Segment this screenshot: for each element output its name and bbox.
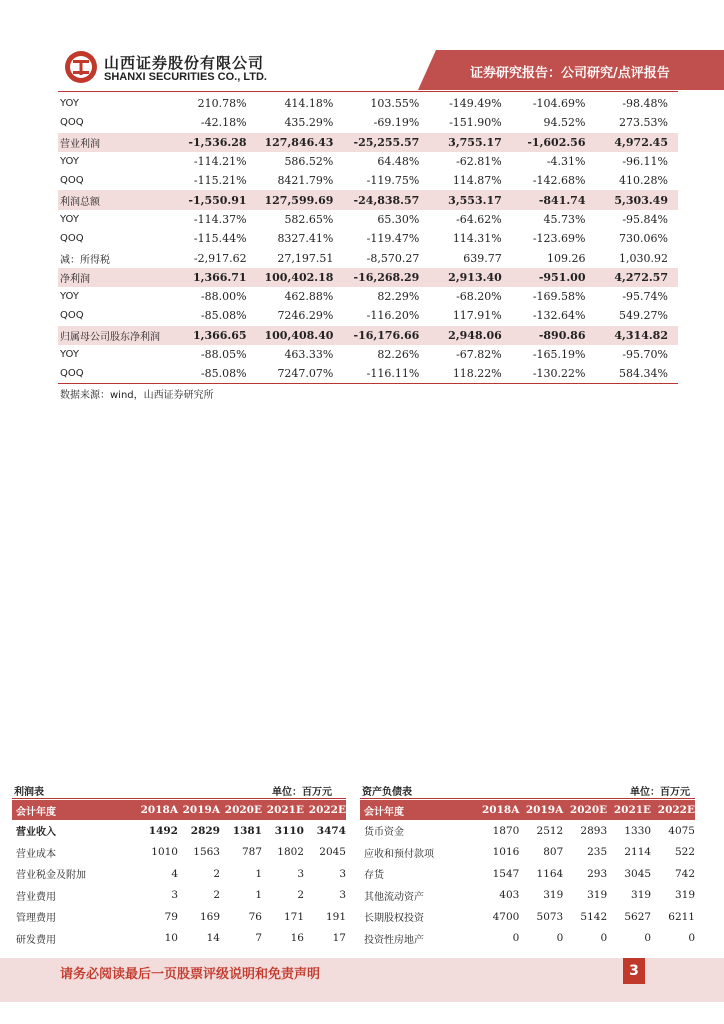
data-source-note: 数据来源：wind，山西证券研究所: [60, 390, 214, 401]
table-cell: 1802: [277, 846, 304, 859]
table-cell: -88.00%: [200, 290, 247, 304]
table-cell: 2: [213, 889, 220, 902]
table-cell: 0: [512, 932, 520, 945]
table-cell: 4075: [668, 824, 695, 837]
table-cell: 2512: [536, 824, 564, 837]
table-cell: 7247.07%: [257, 364, 344, 384]
table-cell: 1010: [151, 846, 178, 859]
table-cell: 0: [556, 932, 564, 945]
header-cell: 2018A: [475, 800, 519, 820]
table-cell: 2045: [319, 846, 346, 859]
row-label: QOQ: [60, 175, 84, 187]
table-cell: 1016: [492, 846, 520, 859]
table-row: [58, 113, 678, 132]
table-cell: -119.75%: [366, 174, 420, 188]
row-label: 净利润: [58, 268, 173, 287]
table-row: [360, 863, 695, 885]
table-cell: 3: [339, 867, 346, 880]
table-cell: 127,599.69: [257, 190, 344, 209]
row-label: 减：所得税: [60, 254, 110, 266]
table-cell: 1330: [624, 824, 652, 837]
row-label: YOY: [60, 156, 79, 168]
header-cell: 会计年度: [12, 800, 136, 820]
table-cell: 5073: [536, 910, 564, 923]
table-cell: 14: [206, 932, 220, 945]
table-cell: 403: [499, 889, 520, 902]
table-cell: 435.29%: [284, 116, 334, 130]
table-row: [360, 885, 695, 907]
table-cell: 1547: [492, 867, 520, 880]
table-cell: -115.21%: [193, 174, 247, 188]
table-cell: 79: [164, 910, 178, 923]
table-row: [58, 287, 678, 306]
table-cell: 582.65%: [284, 212, 334, 226]
table-cell: 4,972.45: [596, 133, 679, 152]
table-cell: 639.77: [463, 251, 502, 265]
table-cell: 3474: [316, 824, 346, 837]
table-cell: -95.70%: [622, 348, 668, 361]
table-cell: 1492: [148, 824, 178, 837]
table-cell: -165.19%: [532, 348, 586, 361]
table-header-row: [360, 800, 695, 820]
table-cell: 7246.29%: [277, 309, 334, 323]
table-cell: -116.20%: [366, 309, 420, 323]
table-cell: 3: [171, 889, 178, 902]
table-cell: 5,303.49: [596, 190, 679, 209]
table-cell: 169: [199, 910, 220, 923]
table-cell: 319: [587, 889, 608, 902]
row-label: QOQ: [60, 310, 84, 322]
table-cell: -1,602.56: [512, 133, 596, 152]
table-cell: 1164: [536, 867, 564, 880]
table-cell: 414.18%: [284, 97, 334, 111]
table-cell: 191: [325, 910, 346, 923]
table-row: [12, 928, 346, 950]
header-cell: 2021E: [607, 800, 651, 820]
table-row: [58, 326, 678, 345]
table-cell: 118.22%: [429, 364, 511, 384]
row-label: 其他流动资产: [364, 891, 424, 903]
table-cell: 2,948.06: [429, 326, 511, 345]
balance-sheet-title: 资产负债表: [362, 787, 412, 798]
table-cell: 76: [248, 910, 262, 923]
page-header: [0, 0, 724, 100]
header-cell: 2019A: [519, 800, 563, 820]
table-cell: 5142: [580, 910, 608, 923]
table-cell: 730.06%: [619, 232, 668, 246]
table-cell: 3: [297, 867, 304, 880]
table-cell: 410.28%: [619, 174, 668, 188]
table-cell: 1,030.92: [619, 251, 668, 265]
table-row: [12, 842, 346, 864]
table-cell: -951.00: [512, 268, 596, 287]
header-cell: 2020E: [220, 800, 262, 820]
row-label: 营业税金及附加: [16, 870, 86, 882]
table-cell: -42.18%: [200, 116, 247, 130]
table-cell: -123.69%: [532, 232, 586, 246]
table-cell: -24,838.57: [343, 190, 429, 209]
table-row: [58, 306, 678, 325]
table-cell: -1,536.28: [173, 133, 257, 152]
table-cell: 82.29%: [377, 290, 420, 304]
table-cell: 8327.41%: [277, 232, 334, 246]
table-cell: 0: [600, 932, 608, 945]
table-cell: 462.88%: [284, 290, 334, 304]
table-cell: 2893: [580, 824, 608, 837]
table-row: [12, 820, 346, 842]
table-cell: 2: [213, 867, 220, 880]
table-cell: 1870: [492, 824, 520, 837]
table-cell: 293: [587, 867, 608, 880]
table-row: [58, 133, 678, 152]
table-cell: 2: [297, 889, 304, 902]
table-cell: -151.90%: [449, 116, 502, 130]
table-cell: 1,366.65: [173, 326, 257, 345]
balance-sheet-unit: 单位：百万元: [630, 787, 690, 798]
disclaimer-text: 请务必阅读最后一页股票评级说明和免责声明: [60, 967, 321, 982]
table-cell: -85.08%: [173, 364, 257, 384]
income-statement-table: [12, 800, 346, 949]
page-number: 3: [623, 958, 645, 984]
table-row: [58, 268, 678, 287]
table-cell: -119.47%: [366, 232, 420, 246]
table-row: [58, 152, 678, 171]
income-top-rule: [12, 798, 346, 799]
table-cell: 2114: [624, 846, 652, 859]
table-cell: -841.74: [512, 190, 596, 209]
table-cell: 3110: [274, 824, 304, 837]
table-cell: 82.26%: [377, 348, 420, 361]
row-label: QOQ: [58, 364, 173, 384]
table-cell: 210.78%: [197, 97, 247, 111]
income-statement-title: 利润表: [14, 787, 44, 798]
table-cell: -88.05%: [200, 348, 247, 361]
table-cell: 10: [164, 932, 178, 945]
table-row: [360, 842, 695, 864]
table-cell: 0: [688, 932, 695, 945]
balance-top-rule: [360, 798, 695, 799]
header-cell: 2020E: [563, 800, 607, 820]
table-cell: -142.68%: [532, 174, 586, 188]
table-cell: -16,268.29: [343, 268, 429, 287]
balance-sheet-table: [360, 800, 695, 949]
table-cell: 4700: [492, 910, 520, 923]
table-cell: -69.19%: [373, 116, 420, 130]
quarterly-financials-table: [58, 94, 678, 384]
table-row: [58, 210, 678, 229]
table-cell: 742: [674, 867, 695, 880]
table-cell: 5627: [624, 910, 652, 923]
table-cell: 4: [171, 867, 178, 880]
row-label: 营业收入: [16, 827, 56, 839]
table-cell: 522: [674, 846, 695, 859]
table-cell: -130.22%: [512, 364, 596, 384]
row-label: 货币资金: [364, 827, 404, 839]
row-label: 应收和预付款项: [364, 848, 434, 860]
table-cell: -25,255.57: [343, 133, 429, 152]
table-cell: 586.52%: [284, 155, 334, 169]
table-cell: 7: [255, 932, 262, 945]
header-divider: [58, 91, 678, 92]
row-label: 存货: [364, 870, 384, 882]
table-cell: -114.21%: [193, 155, 247, 169]
table-cell: -132.64%: [532, 309, 586, 323]
table-cell: -64.62%: [456, 212, 502, 226]
row-label: 利润总额: [58, 190, 173, 209]
row-label: 营业费用: [16, 891, 56, 903]
row-label: 归属母公司股东净利润: [58, 326, 173, 345]
row-label: 长期股权投资: [364, 913, 424, 925]
table-cell: -104.69%: [532, 97, 586, 111]
table-cell: -67.82%: [456, 348, 502, 361]
table-cell: -115.44%: [193, 232, 247, 246]
table-row: [58, 190, 678, 209]
table-cell: 0: [644, 932, 652, 945]
table-cell: 3: [339, 889, 346, 902]
table-cell: 8421.79%: [277, 174, 334, 188]
row-label: YOY: [60, 349, 79, 360]
table-cell: 319: [631, 889, 652, 902]
header-cell: 会计年度: [360, 800, 475, 820]
table-cell: 319: [674, 889, 695, 902]
table-cell: 3,755.17: [429, 133, 511, 152]
report-type: 证券研究报告：公司研究/点评报告: [470, 66, 670, 81]
table-cell: 45.73%: [543, 212, 586, 226]
table-row: [58, 248, 678, 267]
table-cell: 3,553.17: [429, 190, 511, 209]
table-cell: 807: [543, 846, 564, 859]
table-cell: 100,402.18: [257, 268, 344, 287]
header-cell: 2021E: [262, 800, 304, 820]
table-cell: 16: [290, 932, 304, 945]
table-cell: 1381: [232, 824, 262, 837]
table-cell: 171: [283, 910, 304, 923]
row-label: 管理费用: [16, 913, 56, 925]
table-cell: 114.87%: [452, 174, 502, 188]
table-row: [58, 345, 678, 364]
table-cell: -4.31%: [546, 155, 586, 169]
table-row: [58, 94, 678, 113]
table-row: [58, 171, 678, 190]
table-cell: 100,408.40: [257, 326, 344, 345]
table-cell: -114.37%: [193, 212, 247, 226]
table-cell: 3045: [624, 867, 652, 880]
table-cell: 127,846.43: [257, 133, 344, 152]
table-cell: -16,176.66: [343, 326, 429, 345]
table-cell: -2,917.62: [193, 251, 247, 265]
table-row: [58, 364, 678, 384]
row-label: YOY: [60, 98, 79, 110]
table-cell: 117.91%: [452, 309, 502, 323]
table-cell: 103.55%: [370, 97, 420, 111]
header-cell: 2019A: [178, 800, 220, 820]
table-row: [12, 885, 346, 907]
table-cell: -85.08%: [200, 309, 247, 323]
table-cell: 549.27%: [619, 309, 668, 323]
income-statement-unit: 单位：百万元: [272, 787, 332, 798]
row-label: YOY: [60, 291, 79, 303]
table-cell: 2829: [190, 824, 220, 837]
table-cell: -8,570.27: [366, 251, 420, 265]
table-cell: 27,197.51: [277, 251, 334, 265]
table-cell: -68.20%: [456, 290, 502, 304]
table-row: [360, 906, 695, 928]
table-cell: 64.48%: [377, 155, 420, 169]
table-row: [360, 820, 695, 842]
table-cell: 319: [543, 889, 564, 902]
row-label: 营业成本: [16, 848, 56, 860]
table-row: [360, 928, 695, 950]
table-cell: -62.81%: [456, 155, 502, 169]
table-cell: 6211: [668, 910, 695, 923]
table-cell: 584.34%: [596, 364, 679, 384]
table-cell: 1563: [193, 846, 220, 859]
table-cell: 65.30%: [377, 212, 420, 226]
table-cell: -95.84%: [622, 212, 668, 226]
row-label: 营业利润: [58, 133, 173, 152]
table-cell: 2,913.40: [429, 268, 511, 287]
row-label: QOQ: [60, 233, 84, 245]
table-row: [12, 906, 346, 928]
header-cell: 2018A: [136, 800, 178, 820]
table-cell: -98.48%: [622, 97, 668, 111]
table-cell: -1,550.91: [173, 190, 257, 209]
table-row: [58, 229, 678, 248]
table-cell: 4,314.82: [596, 326, 679, 345]
company-logo-icon: [64, 50, 98, 84]
table-row: [12, 863, 346, 885]
table-cell: 114.31%: [452, 232, 502, 246]
table-cell: -149.49%: [449, 97, 502, 111]
table-cell: 235: [587, 846, 608, 859]
row-label: 投资性房地产: [364, 934, 424, 946]
row-label: 研发费用: [16, 934, 56, 946]
table-cell: 94.52%: [543, 116, 586, 130]
table-cell: 463.33%: [284, 348, 334, 361]
table-cell: -116.11%: [343, 364, 429, 384]
header-cell: 2022E: [304, 800, 346, 820]
company-name-cn: 山西证券股份有限公司: [104, 54, 265, 72]
row-label: YOY: [60, 213, 79, 225]
company-name-en: SHANXI SECURITIES CO., LTD.: [104, 71, 267, 83]
table-cell: -95.74%: [622, 290, 668, 304]
table-cell: -169.58%: [532, 290, 586, 304]
table-cell: -96.11%: [622, 155, 668, 169]
table-cell: 787: [241, 846, 262, 859]
table-cell: 1: [255, 867, 262, 880]
row-label: QOQ: [60, 117, 84, 129]
table-cell: 1,366.71: [173, 268, 257, 287]
table-cell: 1: [255, 889, 262, 902]
table-header-row: [12, 800, 346, 820]
header-cell: 2022E: [651, 800, 695, 820]
table-cell: 17: [332, 932, 346, 945]
table-cell: 4,272.57: [596, 268, 679, 287]
table-cell: 273.53%: [619, 116, 668, 130]
table-cell: 109.26: [547, 251, 586, 265]
table-cell: -890.86: [512, 326, 596, 345]
